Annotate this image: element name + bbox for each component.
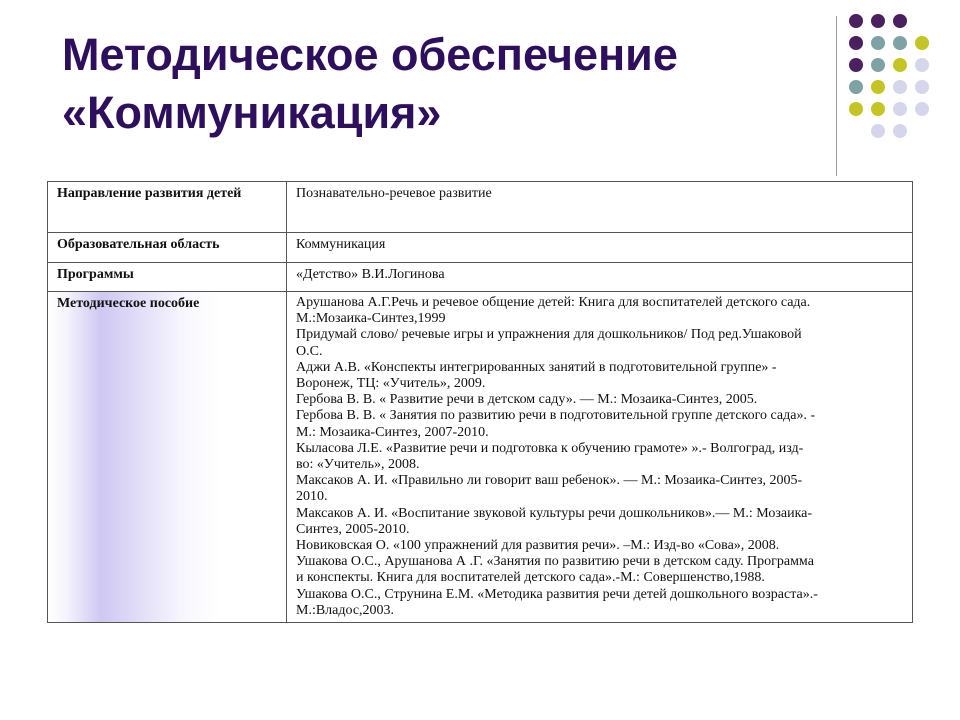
reference-line: Максаков А. И. «Правильно ли говорит ваш ребенок». — М.: Мозаика-Синтез, 2005- <box>296 473 803 489</box>
reference-line: М.: Мозаика-Синтез, 2007-2010. <box>296 424 489 440</box>
decorative-dot <box>871 124 885 138</box>
decorative-dot <box>893 58 907 72</box>
slide-title <box>62 26 822 142</box>
reference-line: Гербова В. В. « Занятия по развитию речи в подготовительной группе детского сада». - <box>296 408 816 424</box>
decorative-dot <box>871 80 885 94</box>
reference-line: Ушакова О.С., Арушанова А .Г. «Занятия по развитию речи в детском саду. Программа <box>296 554 814 570</box>
reference-line: Кыласова Л.Е. «Развитие речи и подготовка к обучению грамоте» ».- Волгоград, изд- <box>296 440 804 456</box>
decorative-dot <box>915 80 929 94</box>
decorative-dot <box>849 80 863 94</box>
reference-line: О.С. <box>296 343 323 359</box>
title-line-2: «Коммуникация» <box>62 87 442 138</box>
reference-line: и конспекты. Книга для воспитателей детского сада».-М.: Совершенство,1988. <box>296 570 765 586</box>
decorative-dot <box>871 36 885 50</box>
decorative-dot <box>871 14 885 28</box>
reference-line: 2010. <box>296 489 328 505</box>
methodology-table <box>47 181 913 623</box>
row-label: Методическое пособие <box>48 292 287 623</box>
reference-line: Придумай слово/ речевые игры и упражнения для дошкольников/ Под ред.Ушаковой <box>296 327 802 343</box>
table-row <box>48 263 913 292</box>
row-value: Познавательно-речевое развитие <box>287 182 913 233</box>
decorative-dot <box>849 14 863 28</box>
decorative-dot <box>893 80 907 94</box>
decorative-dot <box>915 58 929 72</box>
decorative-dot <box>893 14 907 28</box>
decorative-dot <box>871 58 885 72</box>
row-label: Образовательная область <box>48 233 287 263</box>
reference-line: Синтез, 2005-2010. <box>296 521 410 537</box>
reference-line: Аджи А.В. «Конспекты интегрированных занятий в подготовительной группе» - <box>296 359 777 375</box>
reference-line: Гербова В. В. « Развитие речи в детском саду». — М.: Мозаика-Синтез, 2005. <box>296 392 758 408</box>
decorative-dot <box>849 58 863 72</box>
reference-line: Новиковская О. «100 упражнений для развития речи». –М.: Изд-во «Сова», 2008. <box>296 538 780 554</box>
decorative-dot <box>893 36 907 50</box>
table-row <box>48 292 913 623</box>
decorative-dot <box>849 102 863 116</box>
reference-line: Воронеж, ТЦ: «Учитель», 2009. <box>296 376 486 392</box>
reference-line: Арушанова А.Г.Речь и речевое общение детей: Книга для воспитателей детского сада. <box>296 295 811 310</box>
reference-line: Максаков А. И. «Воспитание звуковой культуры речи дошкольников».— М.: Мозаика- <box>296 505 813 521</box>
reference-line: во: «Учитель», 2008. <box>296 457 420 473</box>
row-label: Направление развития детей <box>48 182 287 233</box>
decorative-dot <box>893 102 907 116</box>
decorative-divider <box>836 16 837 176</box>
decorative-dot <box>849 36 863 50</box>
decorative-dot-grid <box>849 14 949 154</box>
title-line-1: Методическое обеспечение <box>62 29 678 80</box>
reference-line: М.:Мозаика-Синтез,1999 <box>296 311 446 327</box>
row-value: Коммуникация <box>287 233 913 263</box>
row-label: Программы <box>48 263 287 292</box>
table-row <box>48 233 913 263</box>
decorative-dot <box>915 36 929 50</box>
row-value: «Детство» В.И.Логинова <box>287 263 913 292</box>
reference-list <box>287 292 913 623</box>
reference-line: М.:Владос,2003. <box>296 602 395 618</box>
decorative-dot <box>893 124 907 138</box>
reference-line: Ушакова О.С., Струнина Е.М. «Методика развития речи детей дошкольного возраста».- <box>296 586 818 602</box>
decorative-dot <box>915 102 929 116</box>
decorative-dot <box>871 102 885 116</box>
table-row <box>48 182 913 233</box>
